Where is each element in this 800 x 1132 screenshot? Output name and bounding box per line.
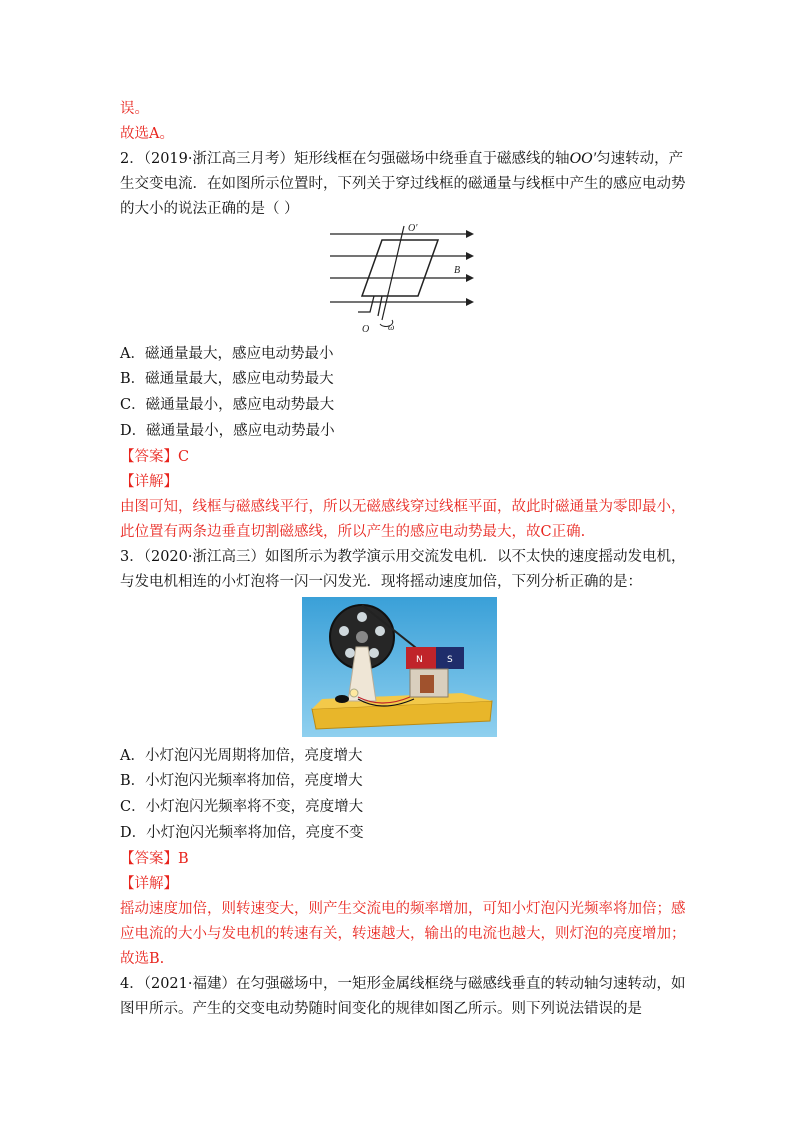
label-o-prime: O′ (408, 223, 418, 234)
q3-option-c: C．小灯泡闪光频率将不变，亮度增大 (120, 799, 364, 815)
q2-option-b: B．磁通量最大，感应电动势最大 (120, 371, 334, 387)
q3-stem-line1: 3．（2020·浙江高三）如图所示为教学演示用交流发电机．以不太快的速度摇动发电机， (120, 549, 686, 565)
q3-detail-line1: 摇动速度加倍，则转速变大，则产生交流电的频率增加，可知小灯泡闪光频率将加倍；感 (120, 901, 686, 917)
coil-lead-right (378, 296, 382, 316)
q2-option-a: A．磁通量最大，感应电动势最小 (120, 346, 334, 362)
q2-answer: 【答案】C (120, 449, 190, 465)
q2-detail-line2: 此位置有两条边垂直切割磁感线，所以产生的感应电动势最大，故C正确. (120, 524, 586, 540)
q2-detail-title: 【详解】 (120, 474, 178, 490)
q3-detail-title: 【详解】 (120, 876, 178, 892)
q2-stem-line2: 生交变电流．在如图所示位置时，下列关于穿过线框的磁通量与线框中产生的感应电动势 (120, 176, 686, 192)
q2-stem-line3: 的大小的说法正确的是（ ） (120, 201, 299, 217)
q3-option-b: B．小灯泡闪光频率将加倍，亮度增大 (120, 773, 363, 789)
label-o: O (362, 324, 370, 335)
q2-stem-part1: 2．（2019·浙江高三月考）矩形线框在匀强磁场中绕垂直于磁感线的轴 (120, 151, 570, 167)
bulb-holder (335, 695, 349, 703)
flywheel-hub (356, 631, 368, 643)
previous-conclusion: 故选A。 (120, 126, 174, 142)
q2-coil-diagram (326, 220, 474, 336)
q3-option-d: D．小灯泡闪光频率将加倍，亮度不变 (120, 825, 364, 841)
previous-explanation-tail: 误。 (120, 101, 149, 117)
coil-winding (420, 675, 434, 693)
q2-stem-part2: 匀速转动，产 (596, 151, 684, 167)
q3-generator-photo (302, 597, 497, 737)
q3-detail-line2: 应电流的大小与发电机的转速有关，转速越大，输出的电流也越大，则灯泡的亮度增加； (120, 926, 686, 942)
rectangular-coil (362, 240, 438, 296)
small-bulb (350, 689, 358, 697)
q4-stem-line1: 4．（2021·福建）在匀强磁场中，一矩形金属线框绕与磁感线垂直的转动轴匀速转动，如 (120, 976, 686, 992)
q3-stem-line2: 与发电机相连的小灯泡将一闪一闪发光．现将摇动速度加倍，下列分析正确的是： (120, 574, 642, 590)
q2-axis-symbol: OO′ (569, 150, 597, 167)
q3-detail-line3: 故选B. (120, 951, 165, 967)
q2-option-d: D．磁通量最小，感应电动势最小 (120, 423, 335, 439)
coil-lead-left (358, 296, 374, 312)
q3-option-a: A．小灯泡闪光周期将加倍，亮度增大 (120, 748, 363, 764)
label-n: N (416, 655, 423, 665)
magnetic-field-lines (330, 234, 466, 302)
label-omega: ω (388, 322, 395, 332)
label-b-field: B (454, 265, 461, 276)
q2-detail-line1: 由图可知，线框与磁感线平行，所以无磁感线穿过线框平面，故此时磁通量为零即最小， (120, 499, 686, 515)
field-arrowheads (466, 230, 474, 306)
label-s: S (447, 655, 453, 665)
q4-stem-line2: 图甲所示。产生的交变电动势随时间变化的规律如图乙所示。则下列说法错误的是 (120, 1001, 642, 1017)
q3-answer: 【答案】B (120, 851, 189, 867)
q2-option-c: C．磁通量最小，感应电动势最大 (120, 397, 335, 413)
q2-stem-line1 (120, 149, 690, 169)
